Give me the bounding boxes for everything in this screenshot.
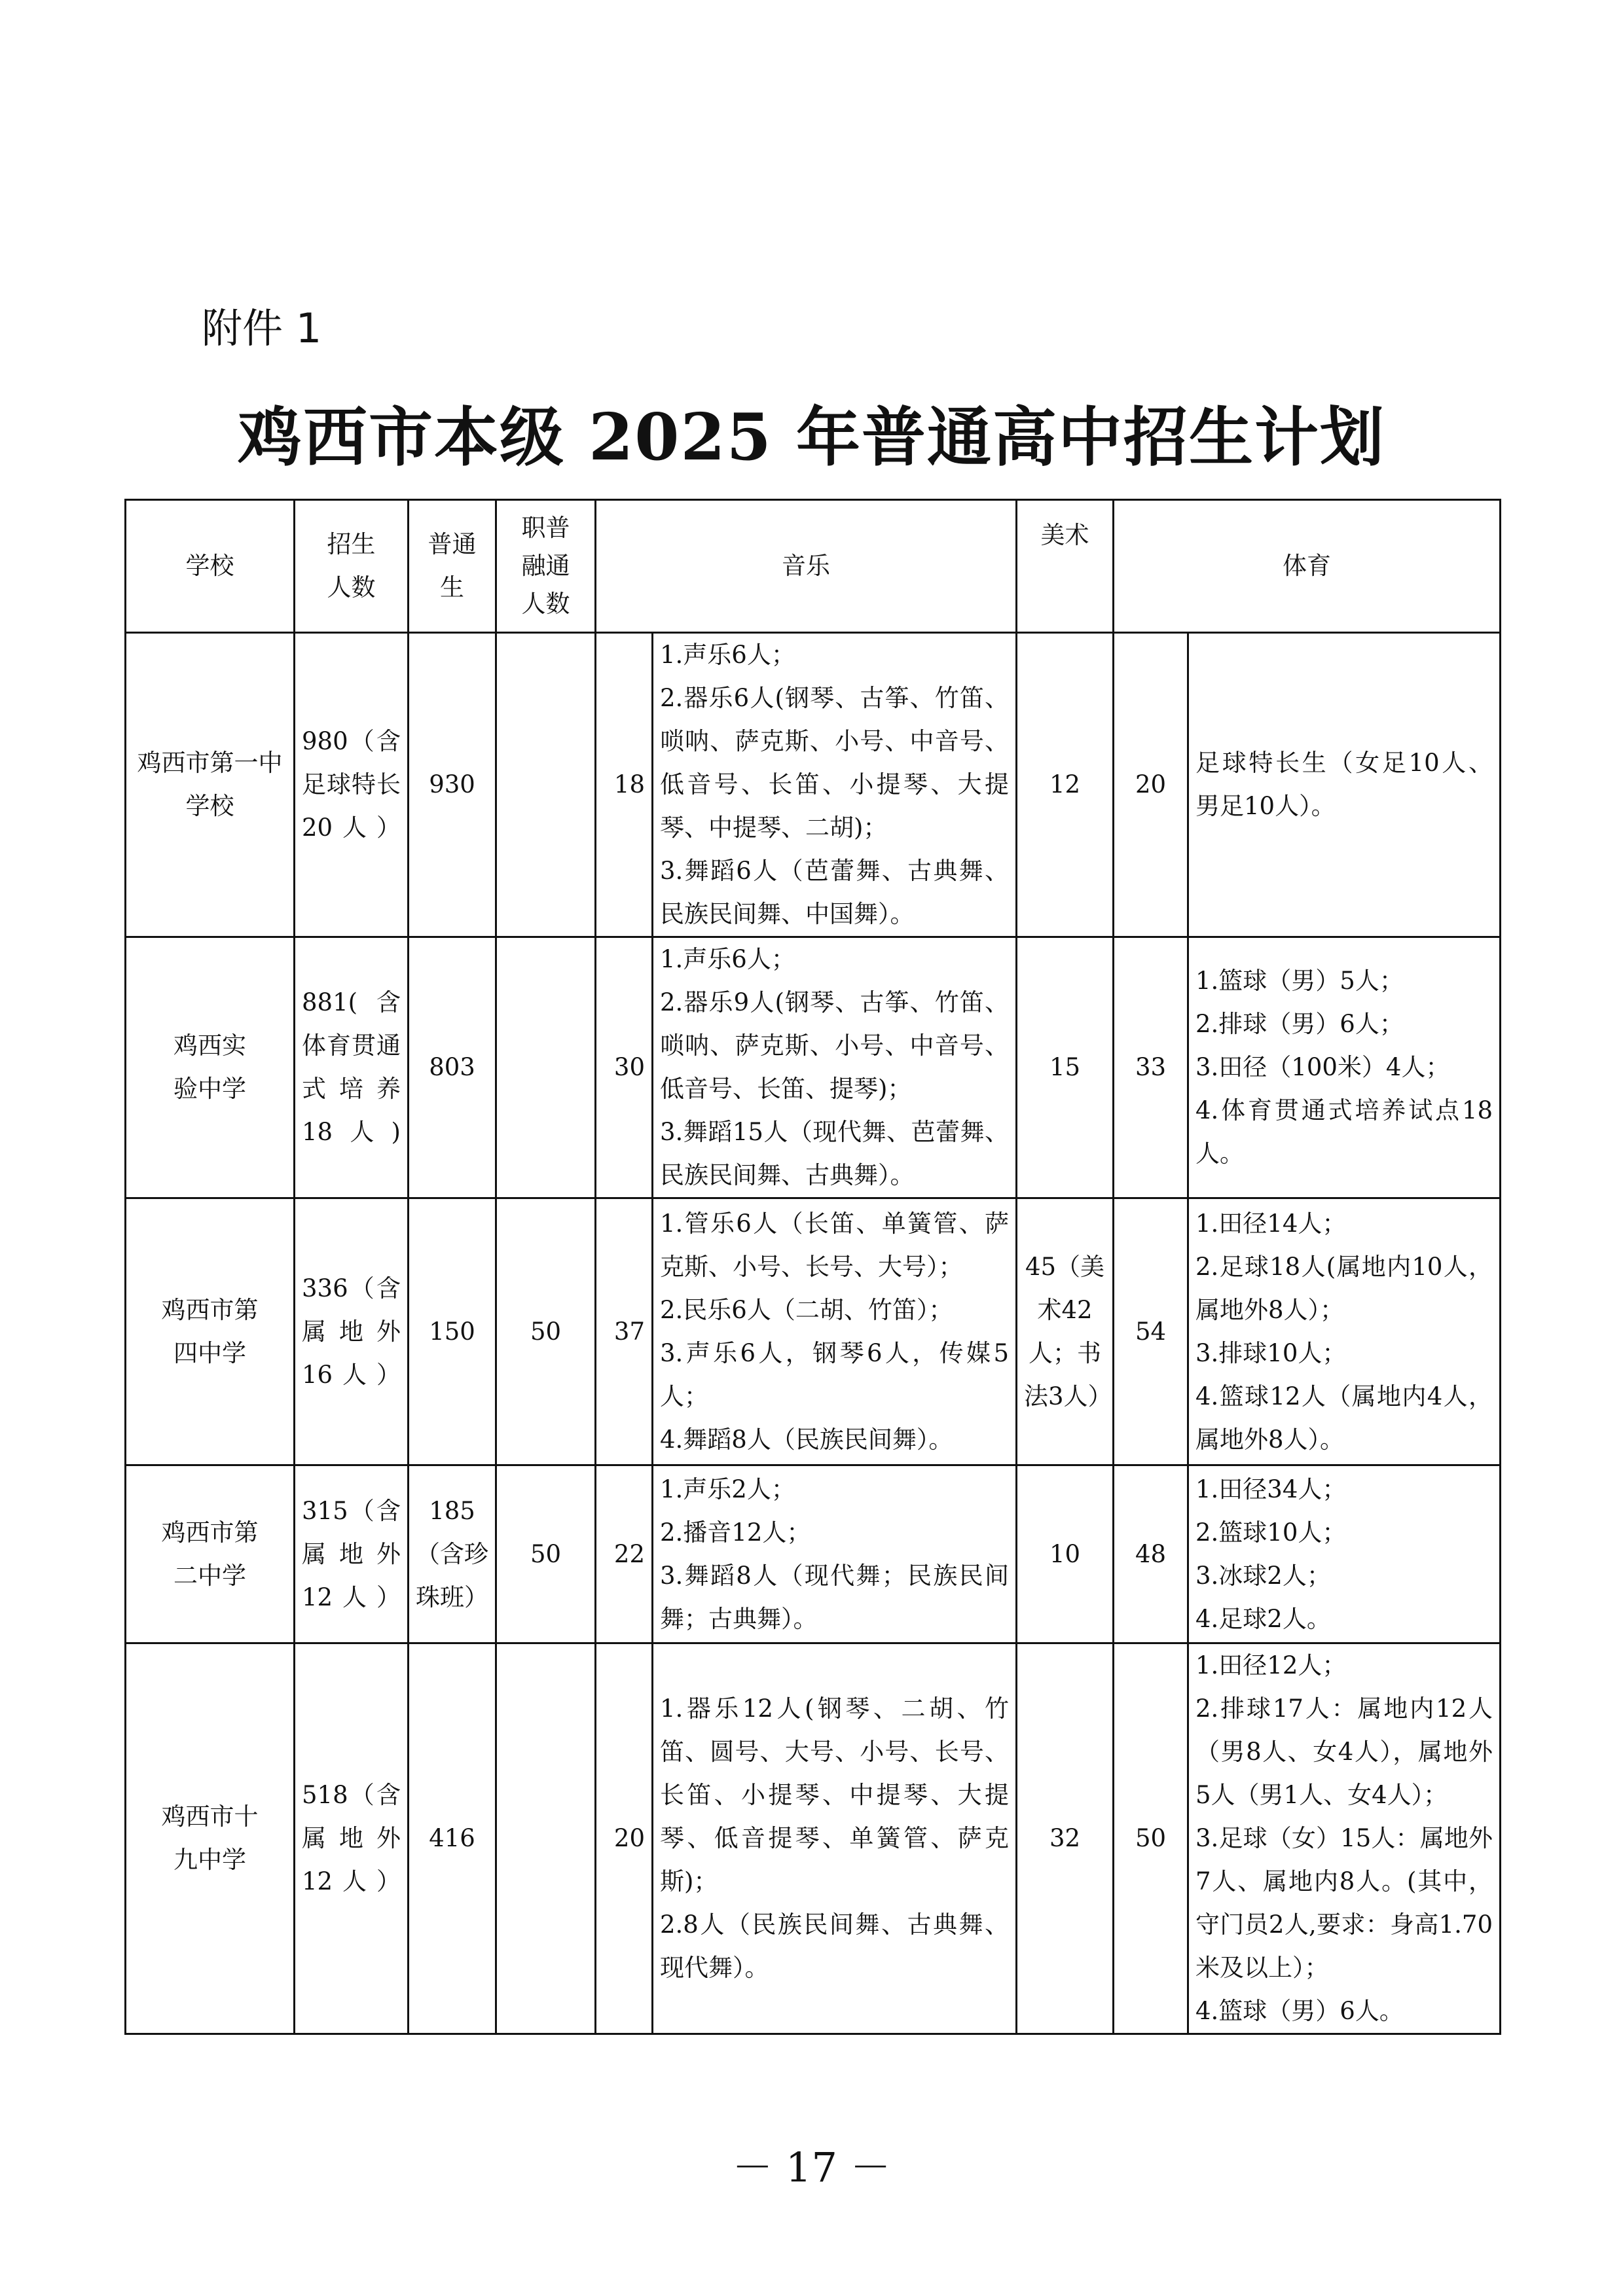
music-details bbox=[653, 1643, 1017, 2034]
sports-item: 2.足球18人(属地内10人，属地外8人）； bbox=[1195, 1252, 1493, 1324]
sports-item: 1.篮球（男）5人； bbox=[1195, 967, 1404, 995]
school-name-text: 鸡西市十九中学 bbox=[161, 1803, 259, 1874]
music-item: 3.舞蹈8人（现代舞；民族民间舞；古典舞）。 bbox=[660, 1561, 1009, 1633]
header-vocational bbox=[496, 500, 596, 633]
sports-item: 3.田径（100米）4人； bbox=[1195, 1053, 1450, 1081]
school-name-text: 鸡西市第二中学 bbox=[161, 1518, 259, 1590]
document-title: 鸡西市本级 2025 年普通高中招生计划 bbox=[238, 400, 1385, 475]
sports-count: 54 bbox=[1114, 1198, 1188, 1465]
school-name: 鸡西市第一中学校 bbox=[126, 633, 295, 937]
sports-count: 48 bbox=[1114, 1465, 1188, 1643]
header-art: 美术 bbox=[1017, 500, 1114, 633]
sports-item: 4.足球2人。 bbox=[1195, 1604, 1331, 1633]
sports-details bbox=[1188, 1643, 1501, 2034]
sports-item: 1.田径12人； bbox=[1195, 1651, 1347, 1679]
enroll-count: 518（含属地外12人） bbox=[295, 1643, 409, 2034]
regular-count: 930 bbox=[409, 633, 496, 937]
music-item: 2.器乐6人(钢琴、古筝、竹笛、唢呐、萨克斯、小号、中音号、低音号、长笛、小提琴、大提琴、中提琴、二胡)； bbox=[660, 684, 1009, 842]
sports-item: 2.排球（男）6人； bbox=[1195, 1010, 1404, 1038]
music-item: 2.器乐9人(钢琴、古筝、竹笛、唢呐、萨克斯、小号、中音号、低音号、长笛、提琴)； bbox=[660, 988, 1009, 1103]
music-item: 1.管乐6人（长笛、单簧管、萨克斯、小号、长号、大号）； bbox=[660, 1209, 1009, 1281]
music-count: 18 bbox=[596, 633, 653, 937]
sports-item: 足球特长生（女足10人、男足10人）。 bbox=[1195, 749, 1493, 820]
sports-count: 50 bbox=[1114, 1643, 1188, 2034]
enrollment-plan-table bbox=[124, 499, 1501, 2035]
sports-item: 4.体育贯通式培养试点18人。 bbox=[1195, 1096, 1493, 1168]
header-enroll-text: 招生人数 bbox=[327, 530, 376, 601]
art-count: 10 bbox=[1017, 1465, 1114, 1643]
enroll-count: 881(含体育贯通式培养18人) bbox=[295, 937, 409, 1198]
table-row bbox=[126, 1465, 1501, 1643]
art-count: 45（美术42人；书法3人） bbox=[1017, 1198, 1114, 1465]
art-count: 12 bbox=[1017, 633, 1114, 937]
school-name bbox=[126, 1465, 295, 1643]
header-enroll bbox=[295, 500, 409, 633]
music-count: 37 bbox=[596, 1198, 653, 1465]
regular-count: 416 bbox=[409, 1643, 496, 2034]
music-item: 2.民乐6人（二胡、竹笛）； bbox=[660, 1295, 953, 1324]
school-name bbox=[126, 1643, 295, 2034]
page-number: － 17 － bbox=[732, 2144, 891, 2191]
art-count: 32 bbox=[1017, 1643, 1114, 2034]
header-regular-text: 普通生 bbox=[428, 530, 477, 601]
sports-details bbox=[1188, 1198, 1501, 1465]
sports-count: 33 bbox=[1114, 937, 1188, 1198]
music-details bbox=[653, 1465, 1017, 1643]
music-item: 3.舞蹈15人（现代舞、芭蕾舞、民族民间舞、古典舞）。 bbox=[660, 1118, 1009, 1189]
vocational-count bbox=[496, 633, 596, 937]
header-vocational-text: 职普融通人数 bbox=[521, 514, 570, 618]
sports-count: 20 bbox=[1114, 633, 1188, 937]
music-details bbox=[653, 937, 1017, 1198]
sports-details bbox=[1188, 633, 1501, 937]
music-details bbox=[653, 633, 1017, 937]
sports-details bbox=[1188, 937, 1501, 1198]
sports-item: 4.篮球12人（属地内4人，属地外8人）。 bbox=[1195, 1382, 1493, 1454]
music-item: 1.声乐6人； bbox=[660, 945, 795, 973]
vocational-count bbox=[496, 1643, 596, 2034]
header-sports: 体育 bbox=[1114, 500, 1501, 633]
vocational-count: 50 bbox=[496, 1465, 596, 1643]
sports-details bbox=[1188, 1465, 1501, 1643]
music-item: 1.器乐12人(钢琴、二胡、竹笛、圆号、大号、小号、长号、长笛、小提琴、中提琴、大提琴、低音提琴、单簧管、萨克斯)； bbox=[660, 1695, 1009, 1895]
table-row bbox=[126, 1643, 1501, 2034]
vocational-count bbox=[496, 937, 596, 1198]
school-name-text: 鸡西市第四中学 bbox=[161, 1295, 259, 1367]
sports-item: 4.篮球（男）6人。 bbox=[1195, 1997, 1404, 2025]
regular-count: 150 bbox=[409, 1198, 496, 1465]
music-item: 3.舞蹈6人（芭蕾舞、古典舞、民族民间舞、中国舞）。 bbox=[660, 857, 1009, 928]
sports-item: 1.田径14人； bbox=[1195, 1209, 1347, 1238]
regular-count: 185（含珍珠班） bbox=[409, 1465, 496, 1643]
music-count: 22 bbox=[596, 1465, 653, 1643]
school-name bbox=[126, 937, 295, 1198]
enroll-count: 315（含属地外12人） bbox=[295, 1465, 409, 1643]
music-item: 1.声乐6人； bbox=[660, 641, 795, 669]
enroll-count: 336（含属地外16人） bbox=[295, 1198, 409, 1465]
school-name bbox=[126, 1198, 295, 1465]
music-count: 30 bbox=[596, 937, 653, 1198]
sports-item: 3.排球10人； bbox=[1195, 1338, 1347, 1367]
sports-item: 3.足球（女）15人：属地外7人、属地内8人。(其中，守门员2人,要求：身高1.70米及以上）； bbox=[1195, 1824, 1493, 1982]
header-row bbox=[126, 500, 1501, 633]
music-item: 4.舞蹈8人（民族民间舞）。 bbox=[660, 1425, 953, 1454]
sports-item: 2.篮球10人； bbox=[1195, 1518, 1347, 1547]
sports-item: 2.排球17人：属地内12人（男8人、女4人），属地外5人（男1人、女4人）； bbox=[1195, 1695, 1493, 1809]
music-details bbox=[653, 1198, 1017, 1465]
table-row bbox=[126, 633, 1501, 937]
regular-count: 803 bbox=[409, 937, 496, 1198]
header-school: 学校 bbox=[126, 500, 295, 633]
school-name-text: 鸡西实验中学 bbox=[173, 1031, 246, 1103]
music-item: 2.播音12人； bbox=[660, 1518, 811, 1547]
header-regular bbox=[409, 500, 496, 633]
music-count: 20 bbox=[596, 1643, 653, 2034]
art-count: 15 bbox=[1017, 937, 1114, 1198]
attachment-label: 附件 1 bbox=[202, 304, 322, 352]
sports-item: 3.冰球2人； bbox=[1195, 1561, 1331, 1590]
header-music: 音乐 bbox=[596, 500, 1017, 633]
music-item: 2.8人（民族民间舞、古典舞、现代舞）。 bbox=[660, 1910, 1009, 1982]
music-item: 1.声乐2人； bbox=[660, 1475, 795, 1503]
music-item: 3.声乐6人，钢琴6人，传媒5人； bbox=[660, 1338, 1009, 1410]
table-row bbox=[126, 937, 1501, 1198]
vocational-count: 50 bbox=[496, 1198, 596, 1465]
sports-item: 1.田径34人； bbox=[1195, 1475, 1347, 1503]
enroll-count: 980（含足球特长20人） bbox=[295, 633, 409, 937]
table-row bbox=[126, 1198, 1501, 1465]
